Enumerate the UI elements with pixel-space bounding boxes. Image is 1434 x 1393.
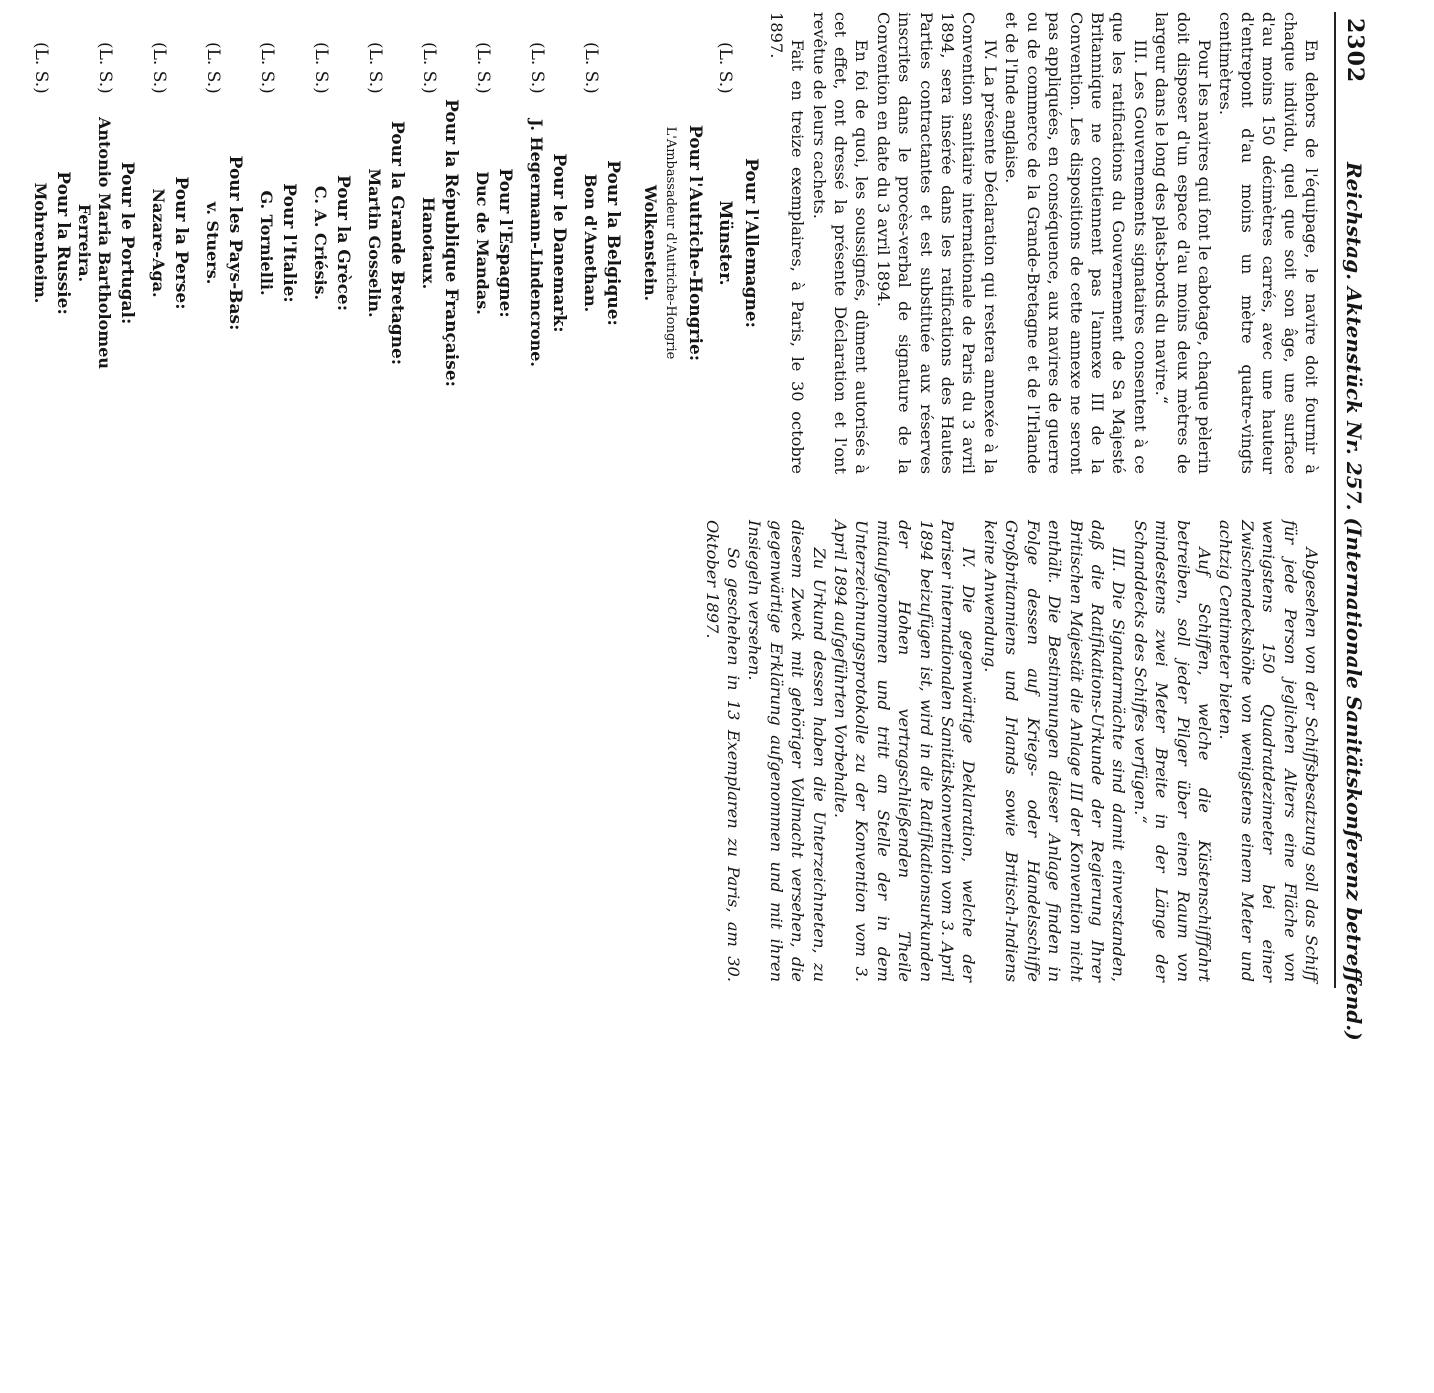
signature-entry bbox=[245, 12, 299, 474]
signatory-country: Pour l'Italie: bbox=[279, 183, 300, 303]
fr-paragraph: Pour les navires qui font le cabotage, chaque pèlerin doit disposer d'un espace d'au moins deux mètres de largeur dans le long des plats-bords du navire.“ bbox=[1152, 12, 1214, 474]
seal-mark: (L. S.) bbox=[527, 42, 548, 94]
seal-mark: (L. S.) bbox=[473, 42, 494, 94]
german-column bbox=[701, 520, 1322, 982]
fr-paragraph: III. Les Gouvernements signataires consentent à ce que les ratifications du Gouvernement de Sa Majesté Britannique ne contiennent pas l'annexe III de la Convention. Les dispositions de cette annexe ne seront pas appliquées, en conséquence, aux navires de guerre ou de commerce de la Grande-Bretagne et de l'Irlande et de l'Inde anglaise. bbox=[1002, 12, 1150, 474]
seal-mark: (L. S.) bbox=[31, 42, 52, 94]
signature-entry bbox=[461, 12, 515, 474]
signatory-name: G. Tornielli. bbox=[257, 190, 277, 296]
signature-entry bbox=[299, 12, 353, 474]
seal-mark: (L. S.) bbox=[149, 42, 170, 94]
signatory-name: Martin Gosselin. bbox=[365, 168, 385, 318]
signatory-country: Pour la Belgique: bbox=[603, 160, 624, 326]
signature-entry bbox=[407, 12, 461, 474]
signatory-country: Pour la République Française: bbox=[441, 99, 462, 387]
signature-entry bbox=[353, 12, 407, 474]
signatory-country: Pour l'Espagne: bbox=[495, 168, 516, 318]
de-paragraph: So geschehen in 13 Exemplaren zu Paris, am 30. Oktober 1897. bbox=[702, 520, 744, 982]
signatory-name: Hanotaux. bbox=[419, 196, 439, 290]
signatory-name: Duc de Mandas. bbox=[473, 171, 493, 315]
signatory-country: Pour la Grèce: bbox=[333, 174, 354, 312]
running-head: Reichstag. Aktenstück Nr. 257. (Internationale Sanitätskonferenz betreffend.) bbox=[1342, 162, 1366, 1041]
french-column bbox=[19, 12, 1322, 474]
signatory-name: Mohrenheim. bbox=[31, 182, 51, 304]
fr-paragraph: IV. La présente Déclaration qui restera annexée à la Convention sanitaire internationale de Paris du 3 avril 1894, sera insérée dans les ratifications des Hautes Parties contractantes et est substituée aux réserves inscrites dans le procès-verbal de signature de la Convention en date du 3 avril 1894. bbox=[873, 12, 1000, 474]
signature-entry bbox=[705, 12, 735, 474]
signatory-name: J. Hegermann-Lindencrone. bbox=[527, 119, 547, 367]
signatory-country: Pour l'Allemagne: bbox=[741, 158, 762, 328]
de-paragraph: Auf Schiffen, welche die Küstenschifffahrt betreiben, soll jeder Pilger über einen Raum von mindestens zwei Meter Breite in der Länge der Schanddecks des Schiffes verfügen.“ bbox=[1130, 520, 1214, 982]
signatory-name-continued: Ferreira. bbox=[75, 203, 95, 283]
signatory-country: Pour la Russie: bbox=[53, 171, 74, 315]
signatory-country: Pour l'Autriche-Hongrie: bbox=[685, 124, 706, 362]
seal-mark: (L. S.) bbox=[365, 42, 386, 94]
de-paragraph: Zu Urkund dessen haben die Unterzeichneten, zu diesem Zweck mit gehöriger Vollmacht versehen, die gegenwärtige Erklärung aufgenommen und mit ihren Insiegeln versehen. bbox=[745, 520, 829, 982]
seal-mark: (L. S.) bbox=[95, 42, 116, 94]
signature-entry bbox=[569, 12, 623, 474]
signature-entry bbox=[515, 12, 569, 474]
signatory-title: L'Ambassadeur d'Autriche-Hongrie bbox=[663, 126, 679, 360]
seal-mark: (L. S.) bbox=[581, 42, 602, 94]
signatory-name: Nazare-Aga. bbox=[149, 188, 169, 298]
page-header bbox=[1334, 12, 1372, 1041]
signatory-name: Wolkenstein. bbox=[641, 184, 661, 302]
signature-entry bbox=[73, 12, 137, 474]
signature-entry bbox=[623, 12, 705, 474]
signatory-name: C. A. Criésis. bbox=[311, 185, 331, 301]
signatory-name: Münster. bbox=[715, 200, 736, 286]
fr-paragraph: Fait en treize exemplaires, à Paris, le 30 octobre 1897. bbox=[766, 12, 808, 474]
signatory-name: Bon d'Anethan. bbox=[581, 173, 601, 313]
signatory-name: Antonio Maria Bartholomeu bbox=[95, 116, 115, 370]
seal-mark: (L. S.) bbox=[203, 42, 224, 94]
de-paragraph: IV. Die gegenwärtige Deklaration, welche der Pariser internationalen Sanitätskonvention vom 3. April 1894 beizufügen ist, wird in die Ratifikationsurkunden der Hohen vertragschließenden Theile mitaufgenommen und tritt an Stelle der in dem Unterzeichnungsprotokolle zu der Konvention vom 3. April 1894 aufgeführten Vorbehalte. bbox=[831, 520, 979, 982]
fr-paragraph: En foi de quoi, les soussignés, dûment autorisés à cet effet, ont dressé la présente Déclaration et l'ont revêtue de leurs cachets. bbox=[809, 12, 872, 474]
signature-entry bbox=[735, 12, 761, 474]
signatory-name: v. Stuers. bbox=[203, 201, 223, 285]
signatory-country: Pour la Grande Bretagne: bbox=[387, 120, 408, 366]
seal-mark: (L. S.) bbox=[257, 42, 278, 94]
fr-paragraph: En dehors de l'équipage, le navire doit fournir à chaque individu, quel que soit son âge, une surface d'au moins 150 décimètres carrés, avec une hauteur d'entrepont d'au moins un mètre quatre-vingts centimètres. bbox=[1216, 12, 1321, 474]
signatory-country: Pour le Danemark: bbox=[549, 153, 570, 333]
signature-entry bbox=[191, 12, 245, 474]
seal-mark: (L. S.) bbox=[419, 42, 440, 94]
seal-mark: (L. S.) bbox=[311, 42, 332, 94]
seal-mark: (L. S.) bbox=[715, 42, 736, 94]
signature-entry bbox=[137, 12, 191, 474]
signatory-country: Pour les Pays-Bas: bbox=[225, 155, 246, 331]
signatory-country: Pour le Portugal: bbox=[117, 161, 138, 325]
de-paragraph: Abgesehen von der Schiffsbesatzung soll das Schiff für jede Person jeglichen Alters eine Fläche von wenigstens 150 Quadratdezimeter bei einer Zwischendeckshöhe von wenigstens einem Meter und achtzig Centimeter bieten. bbox=[1216, 520, 1321, 982]
signatory-country: Pour la Perse: bbox=[171, 176, 192, 310]
de-paragraph: III. Die Signatarmächte sind damit einverstanden, daß die Ratifikations-Urkunde der Regierung Ihrer Britischen Majestät die Anlage III der Konvention nicht enthält. Die Bestimmungen dieser Anlage finden in Folge dessen auf Kriegs- oder Handelsschiffe Großbritanniens und Irlands sowie Britisch-Indiens keine Anwendung. bbox=[980, 520, 1129, 982]
digitization-credit bbox=[0, 0, 16, 1000]
signature-block bbox=[19, 12, 761, 474]
signature-entry bbox=[19, 12, 73, 474]
page-number: 2302 bbox=[1342, 18, 1368, 84]
